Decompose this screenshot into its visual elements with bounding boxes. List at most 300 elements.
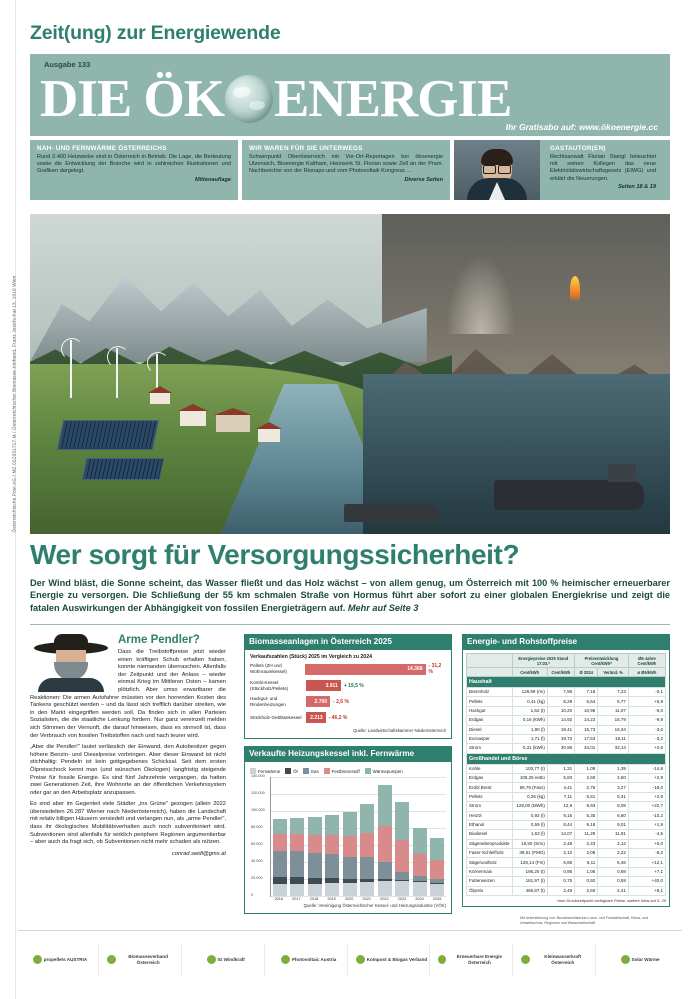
author-portrait	[454, 140, 540, 200]
logo-text-right: ENERGIE	[273, 70, 512, 128]
table-cell: 5,46	[598, 858, 629, 867]
table-cell: -0,1	[628, 688, 665, 697]
teaser-reference: Seiten 18 & 19	[618, 183, 656, 190]
table-cell: Strom	[467, 802, 513, 811]
sponsor-mark-icon	[356, 955, 365, 964]
chart-y-label: 40.000	[251, 859, 263, 864]
prices-section-row	[467, 753, 666, 764]
chart-bar-segment	[325, 815, 339, 836]
chart-bar-segment	[343, 883, 357, 897]
chart-bar-segment	[360, 804, 374, 833]
biomass-bar-row	[250, 696, 446, 707]
table-cell: Kohle	[467, 764, 513, 773]
legend-label: Fernwärme	[258, 768, 281, 774]
table-cell: Hackgut	[467, 706, 513, 715]
chart-y-label: 100.000	[251, 808, 265, 813]
chart-y-label: 80.000	[251, 825, 263, 830]
table-cell: Sägenebenprodukte	[467, 839, 513, 848]
chart-x-label: 2024	[415, 897, 424, 902]
sponsor-mark-icon	[521, 955, 530, 964]
boiler-panel-source: Quelle: Vereinigung Österreichischer Kessel- und Heizungsindustrie (VÖK)	[303, 903, 446, 909]
chart-bar-segment	[395, 802, 409, 840]
teaser-title: NAH- UND FERNWÄRME ÖSTERREICHS	[37, 145, 167, 152]
biomass-bar-wrap	[305, 663, 446, 675]
prices-table-body	[467, 677, 666, 896]
column-middle	[244, 634, 452, 914]
chart-bar-segment	[360, 833, 374, 857]
table-cell: 2,76	[575, 783, 598, 792]
table-cell: 1,90 (l)	[512, 725, 547, 734]
main-headline: Wer sorgt für Versorgungssicherheit?	[30, 539, 520, 570]
chart-y-label: 60.000	[251, 842, 263, 847]
table-row	[467, 734, 666, 743]
table-cell: 7,23	[598, 688, 629, 697]
table-cell: 2,12	[547, 849, 574, 858]
table-row	[467, 877, 666, 886]
prices-header-cell: Ø5-Jahre Cent/kWh	[628, 654, 665, 668]
prices-table-head	[467, 654, 666, 677]
chart-bar-segment	[413, 828, 427, 854]
article-byline: conrad.seidl@gmx.at	[171, 850, 226, 857]
sponsor-logo[interactable]	[436, 943, 513, 977]
article-title: Arme Pendler?	[118, 634, 200, 646]
chart-y-label: 0	[251, 893, 254, 898]
biomass-bar: 2.700	[306, 696, 330, 707]
hero-image	[30, 214, 670, 534]
chart-bar-segment	[395, 881, 409, 896]
legend-entry	[324, 768, 360, 774]
teaser-reference: Mittenauflage	[194, 176, 231, 183]
table-cell: 15,79	[598, 716, 629, 725]
boiler-panel	[244, 762, 452, 914]
teaser-text: Schwerpunkt Oberösterreich mit Vor-Ort-Reportagen bei ökoenergie Utzenaich, Bioenergie Kaltham, Heizwerk St. Florian sowie Zell an der Pram. Nachberichte von der Rionapo und vom Photovoltaik Kongress ...	[249, 154, 443, 175]
chart-bar-segment	[290, 818, 304, 834]
chart-bar-segment	[413, 854, 427, 876]
boiler-chart-x-axis	[270, 897, 446, 901]
legend-swatch	[285, 768, 291, 774]
chart-bar-segment	[308, 884, 322, 897]
subhead-text: Der Wind bläst, die Sonne scheint, das Wasser fließt und das Holz wächst – von allem genug, um Österreich mit 100 % heimischer erneuerbarer Energie zu versorgen. Die Schließung der 55 km schmalen Straße von Hormus führt aber sofort zu einer globalen Energiekrise und zeigt die fatalen Auswirkungen der Abhängigkeit von fossilen Energieträgern auf.	[30, 578, 670, 613]
chart-bar-segment	[273, 819, 287, 834]
table-row	[467, 744, 666, 753]
table-cell: -6,0	[628, 706, 665, 715]
column-right	[462, 634, 670, 907]
biomass-bar-change: - 2,6 %	[333, 698, 349, 705]
chart-stacked-bar	[290, 818, 304, 897]
teaser-item[interactable]	[454, 140, 670, 200]
chart-bar-segment	[343, 857, 357, 879]
chart-y-label: 20.000	[251, 876, 263, 881]
table-cell: 2,41	[598, 886, 629, 895]
prices-subheader-cell: Veränd. %	[598, 668, 629, 677]
biomass-panel-subtitle: Verkaufszahlen (Stück) 2025 im Vergleich zu 2024	[250, 654, 372, 660]
chart-bar-segment	[430, 884, 444, 897]
sponsor-logo[interactable]	[105, 943, 182, 977]
table-cell: 103,77 (t)	[512, 764, 547, 773]
table-cell: 0,16 (kWh)	[512, 716, 547, 725]
chart-bar-segment	[290, 884, 304, 896]
chart-stacked-bar	[413, 828, 427, 896]
table-cell: 0,95	[547, 867, 574, 876]
biomass-bar-row	[250, 680, 446, 691]
chart-stacked-bar	[378, 785, 392, 897]
table-cell: -18,0	[628, 783, 665, 792]
chart-stacked-bar	[430, 838, 444, 897]
masthead	[30, 54, 670, 136]
sponsor-name: Photovoltaic Austria	[291, 956, 337, 962]
table-cell: Erdöl Brent	[467, 783, 513, 792]
table-cell: 9,18	[575, 820, 598, 829]
prices-header-cell	[467, 654, 513, 668]
table-cell: +40,0	[628, 877, 665, 886]
table-cell: 9,93	[575, 802, 598, 811]
sponsor-mark-icon	[207, 955, 216, 964]
table-cell: Euroasper	[467, 734, 513, 743]
chart-x-label: 2023	[397, 897, 407, 902]
table-row	[467, 811, 666, 820]
table-cell: 14,07	[547, 830, 574, 839]
table-cell: 8,09	[598, 802, 629, 811]
sponsor-mark-icon	[107, 955, 116, 964]
table-cell: Pellets	[467, 792, 513, 801]
sponsor-name: IG Windkraft	[217, 956, 245, 962]
table-cell: 0,59	[598, 877, 629, 886]
legend-swatch	[365, 768, 371, 774]
prices-subheader-row	[467, 668, 666, 677]
biomass-bar-change: + 19,5 %	[343, 682, 364, 689]
table-cell: 2,23	[575, 839, 598, 848]
table-cell: 7,11	[547, 792, 574, 801]
table-cell: +5,0	[628, 839, 665, 848]
sponsor-bar	[18, 930, 682, 984]
table-cell: 1,63 (l)	[512, 830, 547, 839]
table-cell: 6,51	[575, 792, 598, 801]
chart-x-label: 2018	[309, 897, 319, 902]
sponsor-logo[interactable]	[602, 943, 678, 977]
teaser-text: Rechtsanwalt Florian Stangl beleuchtet mit seinen Kollegen das neue Elektrizitätswirtschaftsgesetz (EIWG) und erklärt die Neuerungen.	[550, 154, 656, 182]
table-cell: 1,31	[547, 764, 574, 773]
table-cell: 2,12	[598, 839, 629, 848]
table-cell: Diesel	[467, 725, 513, 734]
chart-bar-segment	[378, 881, 392, 896]
table-cell: -14,8	[628, 764, 665, 773]
table-cell: 12,9	[547, 802, 574, 811]
biomass-bar-wrap	[306, 712, 446, 723]
biomass-bar-wrap	[306, 696, 446, 707]
page-kicker: Zeit(ung) zur Energiewende	[30, 22, 281, 44]
biomass-panel-title: Biomasseanlagen in Österreich 2025	[244, 634, 452, 650]
house-icon	[180, 410, 206, 426]
chart-bar-segment	[378, 862, 392, 879]
table-cell: +7,1	[628, 867, 665, 876]
table-cell: 1,06	[575, 867, 598, 876]
biomass-bar-wrap	[306, 680, 446, 691]
table-cell: +5,9	[628, 697, 665, 706]
spine	[0, 0, 16, 999]
table-cell: Pellets	[467, 697, 513, 706]
table-cell: Erdgas	[467, 774, 513, 783]
table-cell: 0,59 (l)	[512, 820, 547, 829]
chart-bar-segment	[378, 826, 392, 862]
chart-gridline	[271, 896, 446, 897]
table-cell: +22,7	[628, 802, 665, 811]
table-cell: 2,08	[575, 849, 598, 858]
sponsor-logo[interactable]	[188, 943, 265, 977]
chart-bar-segment	[343, 812, 357, 836]
sponsor-name: propellets AUSTRIA	[43, 956, 88, 962]
prices-section-label: Haushalt	[467, 677, 666, 688]
table-row	[467, 764, 666, 773]
biomass-bar: 14.368	[305, 664, 425, 675]
table-cell: Körnermais	[467, 867, 513, 876]
legend-swatch	[324, 768, 330, 774]
prices-section-row	[467, 677, 666, 688]
support-footnote: Mit Unterstützung von: Bundesministerium Land- und Forstwirtschaft, Klima- und Umweltschutz, Regionen und Wasserwirtschaft	[520, 916, 649, 925]
sponsor-logo[interactable]	[22, 943, 99, 977]
chart-x-label: 2020	[344, 897, 354, 902]
divider	[30, 624, 670, 625]
biomass-bar-change: - 31,2 %	[428, 663, 442, 675]
table-cell: +8,1	[628, 886, 665, 895]
legend-swatch	[303, 768, 309, 774]
table-cell: 30,96	[547, 744, 574, 753]
table-cell: 8,29	[547, 697, 574, 706]
logo-text-left: DIE ÖK	[40, 70, 224, 128]
table-cell: 0,41 (kg)	[512, 697, 547, 706]
table-cell: Brennholz	[467, 688, 513, 697]
chart-x-label: 2017	[292, 897, 301, 902]
table-cell: 11,07	[598, 706, 629, 715]
table-cell: 6,11	[575, 858, 598, 867]
biomass-bar-row	[250, 663, 446, 675]
table-cell: 8,44	[547, 820, 574, 829]
table-cell: 7,96	[547, 688, 574, 697]
table-cell: 105,25 netto	[512, 774, 547, 783]
table-cell: 181,97 (t)	[512, 877, 547, 886]
table-row	[467, 774, 666, 783]
legend-entry	[303, 768, 319, 774]
main-subhead	[30, 577, 670, 614]
table-row	[467, 725, 666, 734]
table-cell: 11,91	[598, 830, 629, 839]
prices-header-row	[467, 654, 666, 668]
issue-number: Ausgabe 133	[44, 60, 91, 69]
gas-flare-icon	[570, 276, 580, 302]
table-row	[467, 886, 666, 895]
table-row	[467, 688, 666, 697]
biomass-bar: 3.911	[306, 680, 341, 691]
subhead-reference: Mehr auf Seite 3	[347, 602, 419, 613]
prices-subheader-cell: Cent/kWh	[512, 668, 547, 677]
table-cell: Ethanol	[467, 820, 513, 829]
boiler-panel-title: Verkaufte Heizungskessel inkl. Fernwärme	[244, 746, 452, 762]
prices-subheader-cell: Ø 2024	[575, 668, 598, 677]
teaser-title: GASTAUTOR(EN)	[550, 145, 606, 152]
sponsor-name: Biomasseverband Österreich	[128, 953, 168, 965]
table-cell: -6,2	[628, 849, 665, 858]
table-cell: 5,31	[598, 792, 629, 801]
biomass-bar-row	[250, 712, 446, 723]
chart-stacked-bar	[325, 815, 339, 897]
column-left	[30, 634, 226, 857]
table-cell: 0,98	[598, 867, 629, 876]
table-cell: 2,22	[598, 849, 629, 858]
chart-bars	[271, 777, 446, 896]
sponsor-name: Kleinwasserkraft Österreich	[544, 953, 582, 965]
boiler-chart-legend	[250, 768, 446, 774]
table-row	[467, 716, 666, 725]
chart-stacked-bar	[360, 804, 374, 896]
table-cell: 19,72	[547, 734, 574, 743]
table-cell: 1,71 (l)	[512, 734, 547, 743]
sponsor-mark-icon	[438, 955, 446, 964]
table-cell: 2,48	[547, 839, 574, 848]
table-cell: +2,9	[628, 792, 665, 801]
table-cell: -4,5	[628, 830, 665, 839]
teaser-item[interactable]	[242, 140, 450, 200]
chart-bar-segment	[325, 835, 339, 854]
prices-header-cell: Energiepreise 2025 Stand 17.03.*	[512, 654, 575, 668]
legend-label: Gas	[310, 768, 319, 774]
table-cell: 2,60	[575, 774, 598, 783]
columnist-portrait-icon	[30, 634, 112, 692]
teaser-title: WIR WAREN FÜR SIE UNTERWEGS	[249, 145, 363, 152]
table-cell: 9,01	[598, 820, 629, 829]
table-cell: -3,2	[628, 734, 665, 743]
table-cell: 16,34	[598, 725, 629, 734]
biomass-bar-label: Kombi-Kessel (Stückholz/Pellets)	[250, 680, 289, 691]
chart-bar-segment	[290, 851, 304, 877]
legend-label: Festbrennstoff	[331, 768, 360, 774]
table-cell: 33,14	[598, 744, 629, 753]
chart-bar-segment	[308, 853, 322, 878]
prices-section-label: Großhandel und Börse	[467, 753, 666, 764]
table-row	[467, 792, 666, 801]
table-row	[467, 867, 666, 876]
prices-panel	[462, 650, 670, 907]
table-row	[467, 820, 666, 829]
sponsor-mark-icon	[621, 955, 630, 964]
prices-note: *zum Drucktzeitpunkt verfügbare Preise, weitere Infos auf S. 20	[556, 897, 666, 903]
table-cell: Faser-Schleifholz	[467, 849, 513, 858]
table-cell: 6,60	[598, 811, 629, 820]
table-cell: -9,9	[628, 716, 665, 725]
house-icon	[150, 392, 170, 404]
chart-bar-segment	[325, 854, 339, 878]
biomass-bar-label: Stückholz-Gebläsekessel	[250, 715, 302, 721]
table-cell: 3,27	[598, 783, 629, 792]
table-cell: 18,50 (Srm)	[512, 839, 547, 848]
chart-stacked-bar	[273, 819, 287, 896]
sponsor-logo[interactable]	[271, 943, 348, 977]
prices-subheader-cell: Cent/kWh	[547, 668, 574, 677]
chart-bar-segment	[273, 834, 287, 851]
chart-bar-segment	[290, 877, 304, 884]
article-paragraph: Dass die Treibstoffpreise jetzt wieder einen kräftigen Schub erhalten haben, konnte niemanden überraschen. Allenfalls der Zeitpunkt und der Anlass – wieder einmal Krieg im Mittleren Osten – kamen plötzlich. Aber umso erwartbarer die Reaktionen: Die armen Autofahrer müssten vor den horrenden Kosten des Tankens geschützt werden – und da lässt sich trefflich darüber streiten, wie in den Markt eingegriffen werden soll. Da finden sich in allen Parteien Sozialisten, die die staatliche Lenkung fordern. Nur ganz vereinzelt melden sich Stimmen der Vernunft, die darauf hinweisen, dass es sinnvoll ist, dass der Verbrauch von fossilen Treibstoffen nach und nach teurer wird.	[30, 649, 226, 739]
chart-bar-segment	[308, 817, 322, 835]
table-cell: 10,20	[547, 706, 574, 715]
chart-x-label: 2019	[327, 897, 336, 902]
chart-bar-segment	[290, 834, 304, 852]
table-cell: Strom	[467, 744, 513, 753]
prices-subheader-cell	[467, 668, 513, 677]
chart-x-label: 2022	[380, 897, 389, 902]
chart-y-label: 140.000	[251, 774, 265, 779]
table-row	[467, 830, 666, 839]
chart-bar-segment	[413, 882, 427, 896]
chart-stacked-bar	[343, 812, 357, 896]
sponsor-mark-icon	[281, 955, 290, 964]
table-cell: 14,22	[575, 716, 598, 725]
solar-panel-icon	[57, 420, 159, 450]
chart-bar-segment	[273, 851, 287, 877]
chart-bar-segment	[325, 883, 339, 896]
article-paragraph: „Aber die Pendler!" lautet verlässlich der Einwand, den Autobesitzer gegen höhere Benzin- und Dieselpreise vorbringen. Aber dieser Einwand ist nicht stichhaltig: Pendeln ist kein gottgegebenes Schicksal. Seit dem ersten Ölpreisschock kennt man (und wünschen Ökologen) langfristig steigende Preise für fossile Energie. Es sind fünf Jahrzehnte vergangen, da hatten zwei Generationen Zeit, ihre Wohnorte an der öffentlichen Verkehrssystem oder gar an den Arbeitsplatz anzupassen.	[30, 744, 226, 796]
sponsor-name: Kompost & Biogas Verband	[366, 956, 428, 962]
table-cell: 0,35 (kg)	[512, 792, 547, 801]
teaser-reference: Diverse Seiten	[404, 176, 443, 183]
chart-bar-segment	[360, 857, 374, 878]
biomass-bar-label: Pellets (ZH und Wohnraumkessel)	[250, 663, 287, 674]
table-cell: 10,96	[575, 706, 598, 715]
sponsor-logo[interactable]	[354, 943, 431, 977]
prices-panel-title: Energie- und Rohstoffpreise	[462, 634, 670, 650]
table-cell: 4,41	[547, 783, 574, 792]
chart-stacked-bar	[308, 817, 322, 897]
table-cell: 34,01	[575, 744, 598, 753]
table-cell: 5,83	[547, 774, 574, 783]
table-cell: 2,50	[598, 774, 629, 783]
table-cell: -10,2	[628, 811, 665, 820]
table-row	[467, 802, 666, 811]
free-subscription-line: Ihr Gratisabo auf: www.ökoenergie.cc	[505, 122, 658, 132]
table-cell: 5,35	[575, 811, 598, 820]
biomass-panel	[244, 650, 452, 739]
table-row	[467, 839, 666, 848]
table-cell: 0,75	[547, 877, 574, 886]
table-cell: 1,09	[575, 764, 598, 773]
table-cell: 39,51 (FMO)	[512, 849, 547, 858]
table-cell: 9,16	[547, 811, 574, 820]
sponsor-logo[interactable]	[519, 943, 596, 977]
table-cell: 0,92 (l)	[512, 811, 547, 820]
biomass-bar-change: - 46,2 %	[328, 714, 348, 721]
legend-label: Wärmepumpen	[372, 768, 403, 774]
wind-turbine-icon	[116, 348, 118, 398]
globe-icon	[225, 75, 273, 123]
legend-label: Öl	[293, 768, 298, 774]
prices-table	[466, 653, 666, 896]
table-cell: Futterweizen	[467, 877, 513, 886]
table-cell: Biodiesel	[467, 830, 513, 839]
table-cell: 6,77	[598, 697, 629, 706]
solar-panel-icon	[82, 458, 165, 480]
table-cell: 128,14 (Fm)	[512, 858, 547, 867]
chart-bar-segment	[343, 836, 357, 857]
article-paragraph: Es sind aber im Gegenteil viele Städter „ins Grüne" gezogen (allein 2022 übersiedelten 26.287 Wiener nach Niederösterreich), haben die Landschaft mit relativ billigen Häusern versiedelt und verlangen nun, als „arme Pendler", dass ihr ökologisches Mobilitätsverhalten auch noch subventioniert wird. Subventionen sind allenfalls für wirklich periphere Regionen argumentierbar – aber auch da fragt sich, ob Subventionen nicht mehr schaden als nützen.	[30, 801, 226, 846]
teaser-item[interactable]	[30, 140, 238, 200]
biomass-panel-source: Quelle: Landwirtschaftskammer Niederösterreich	[353, 728, 446, 734]
teaser-text: Rund 2.400 Heizwerke sind in Österreich in Betrieb. Die Lage, die Bedeutung sowie die Entwicklung der Branche wird in zahlreichen Illustrationen und Grafiken dargelegt.	[37, 154, 231, 175]
chart-bar-segment	[395, 840, 409, 873]
barn-icon	[216, 414, 250, 432]
table-cell: 196,20 (t)	[512, 867, 547, 876]
table-cell: Sägerundholz	[467, 858, 513, 867]
table-cell: Erdgas	[467, 716, 513, 725]
table-cell: 6,64	[575, 697, 598, 706]
table-cell: +2,6	[628, 744, 665, 753]
table-cell: 0,31 (kWh)	[512, 744, 547, 753]
